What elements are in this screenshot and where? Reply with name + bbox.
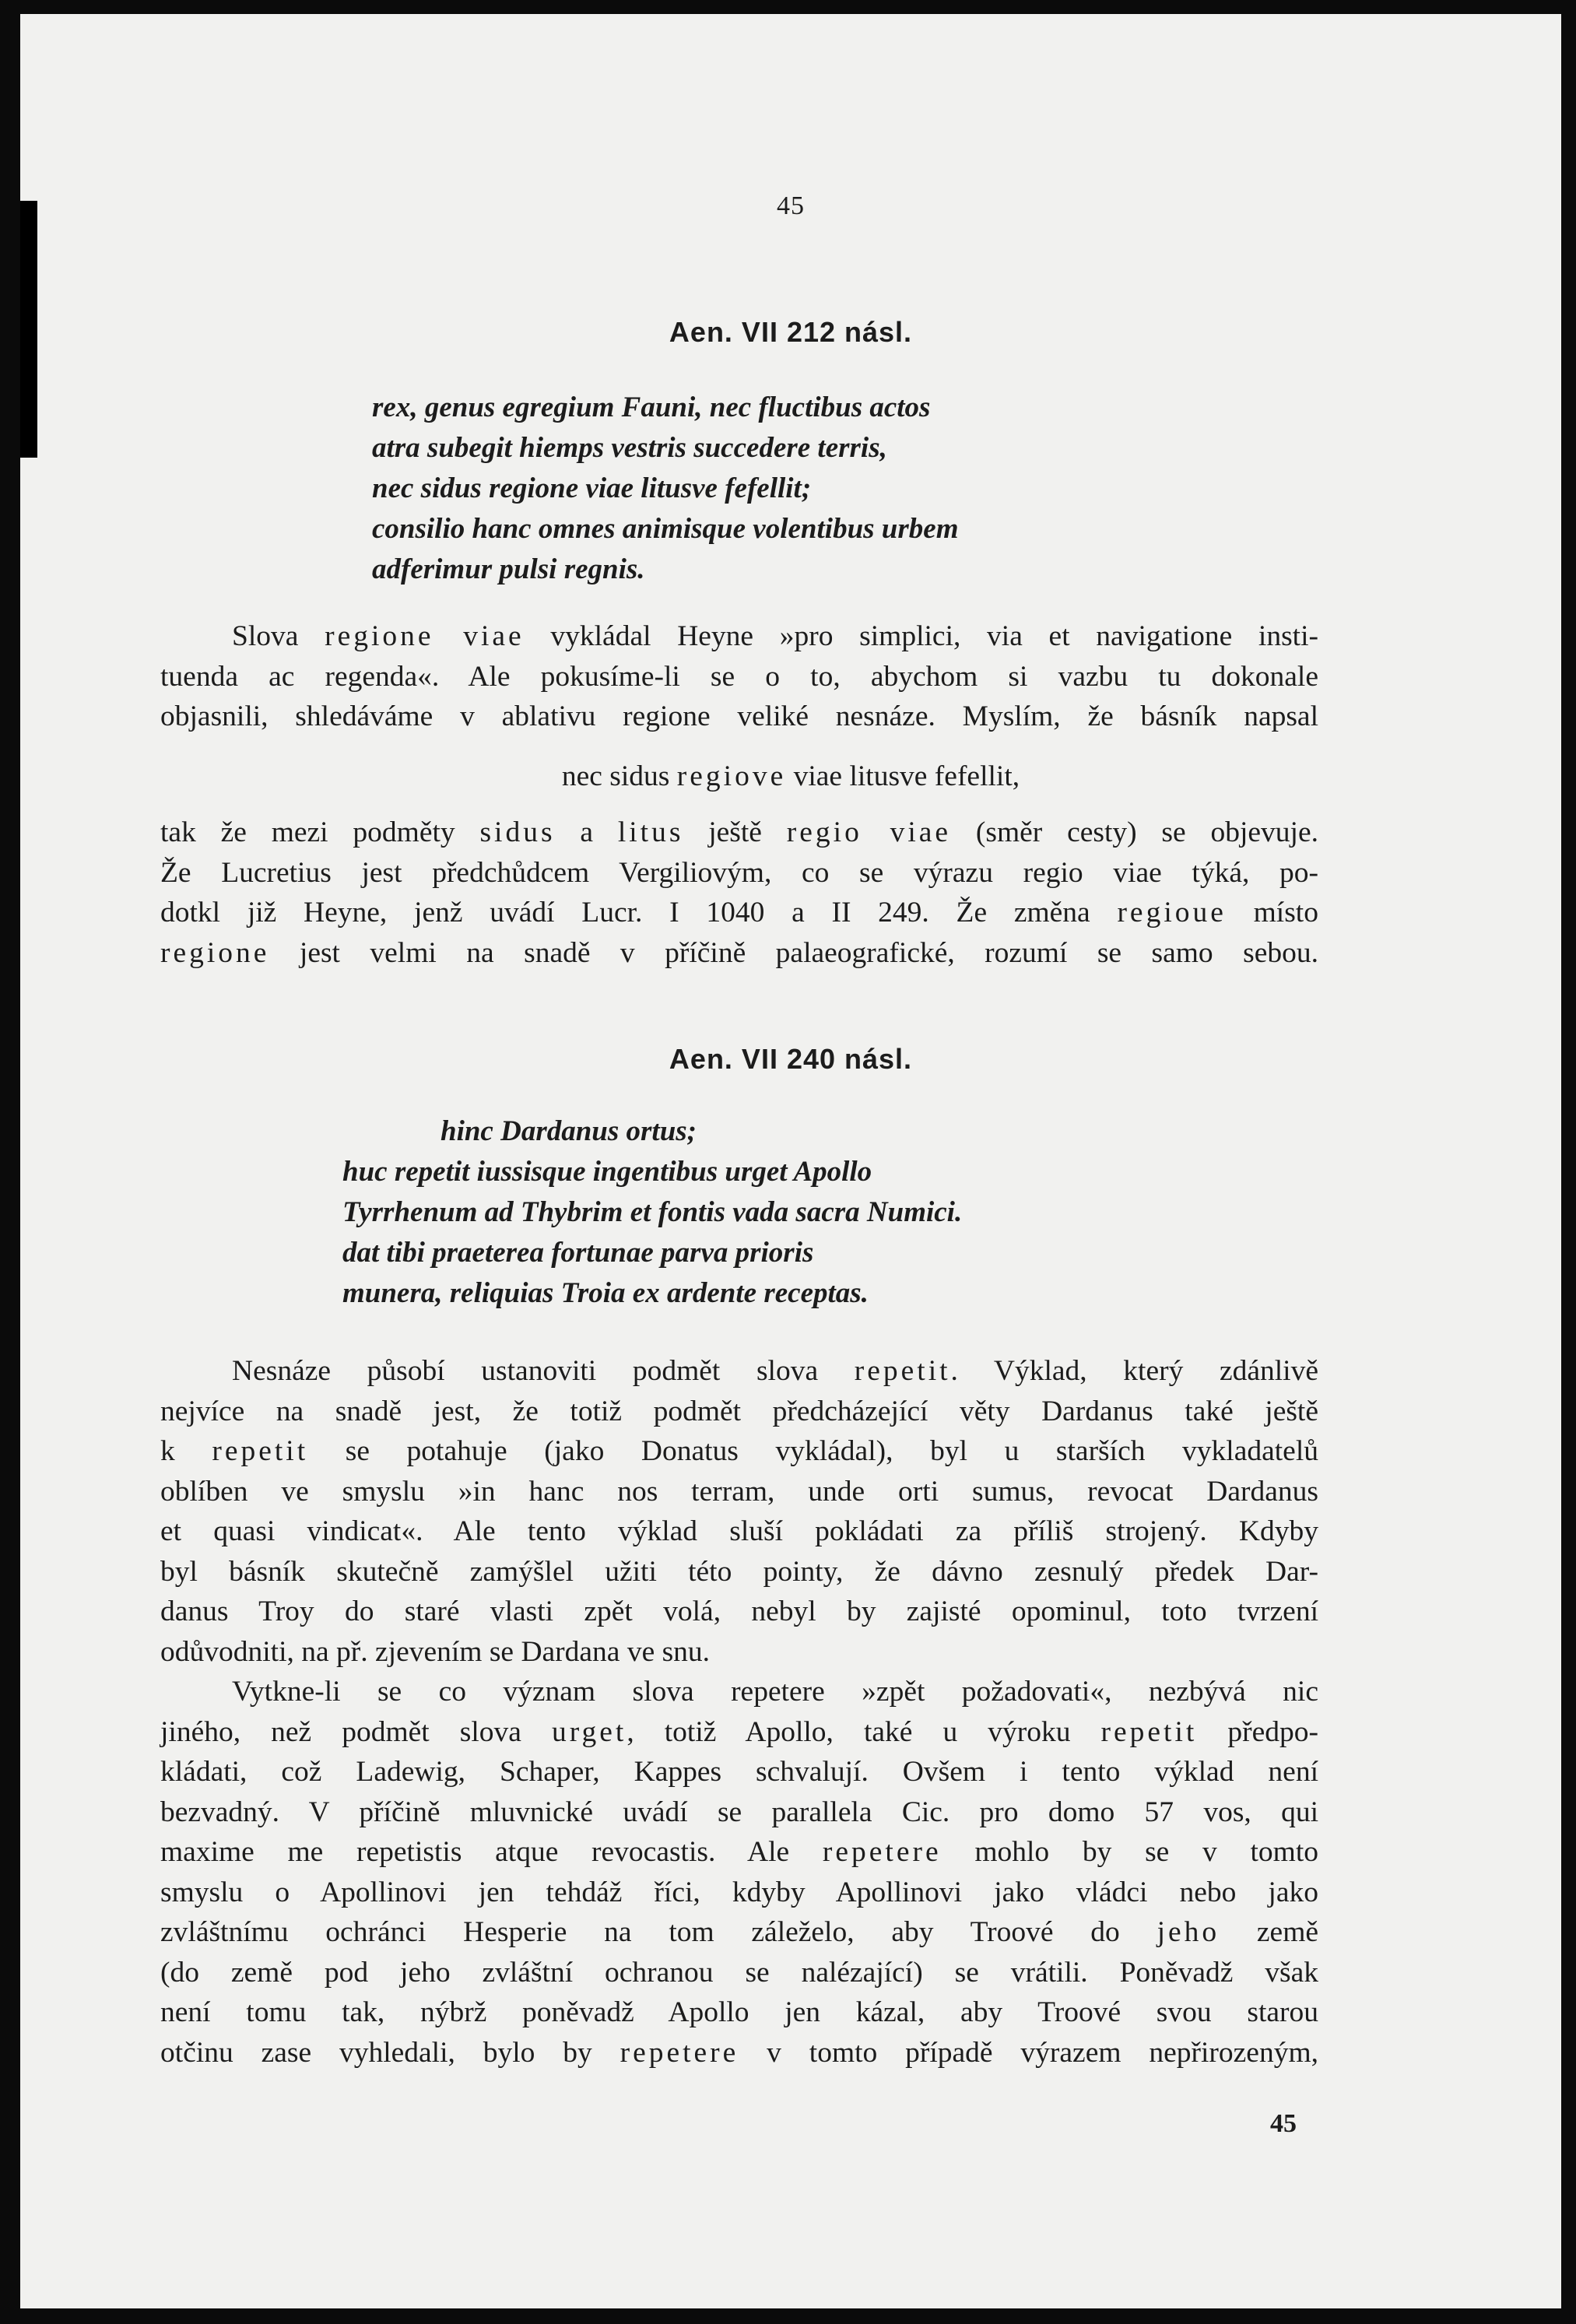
scanned-page <box>20 14 1561 2308</box>
verse-line: nec sidus regione viae litusve fefellit; <box>372 472 812 504</box>
verse-block-1 <box>372 388 958 590</box>
verse-line: consilio hanc omnes animisque volentibus urbem <box>372 513 959 545</box>
paragraph <box>160 616 1318 737</box>
text-line: jiného, než podmět slova urget, totiž Apollo, také u výroku repetit předpo- <box>160 1715 1318 1748</box>
emended-verse-line: nec sidus regiove viae litusve fefellit, <box>561 760 1020 792</box>
verse-line: dat tibi praeterea fortunae parva prioris <box>342 1237 814 1269</box>
text-line: regione jest velmi na snadě v příčině palaeografické, rozumí se samo sebou. <box>160 936 1318 969</box>
section-heading-2: Aen. VII 240 násl. <box>669 1043 913 1075</box>
page-number-bottom: 45 <box>1270 2109 1297 2138</box>
paragraph <box>160 1672 1318 2073</box>
text-line: et quasi vindicat«. Ale tento výklad sluší pokládati za příliš strojený. Kdyby <box>160 1515 1318 1547</box>
verse-line: hinc Dardanus ortus; <box>441 1115 697 1147</box>
text-line: odůvodniti, na př. zjevením se Dardana ve snu. <box>160 1635 711 1668</box>
text-line: tuenda ac regenda«. Ale pokusíme-li se o to, abychom si vazbu tu dokonale <box>160 660 1318 693</box>
text-line: Vytkne-li se co význam slova repetere »zpět požadovati«, nezbývá nic <box>232 1676 1318 1708</box>
text-line: smyslu o Apollinovi jen tehdáž říci, kdyby Apollinovi jako vládci nebo jako <box>160 1876 1318 1908</box>
text-line: bezvadný. V příčině mluvnické uvádí se parallela Cic. pro domo 57 vos, qui <box>160 1796 1318 1828</box>
verse-line: huc repetit iussisque ingentibus urget Apollo <box>342 1156 872 1188</box>
text-line: Slova regione viae vykládal Heyne »pro simplici, via et navigatione insti- <box>232 620 1319 652</box>
text-line: Že Lucretius jest předchůdcem Vergiliovým, co se výrazu regio viae týká, po- <box>160 856 1318 889</box>
verse-block-2 <box>342 1111 962 1314</box>
text-line: dotkl již Heyne, jenž uvádí Lucr. I 1040 a II 249. Že změna regioue místo <box>160 897 1318 929</box>
text-line: tak že mezi podměty sidus a litus ještě regio viae (směr cesty) se objevuje. <box>160 816 1318 848</box>
verse-line: adferimur pulsi regnis. <box>372 553 645 585</box>
text-line: byl básník skutečně zamýšlel užiti této pointy, že dávno zesnulý předek Dar- <box>160 1555 1318 1588</box>
section-heading-1: Aen. VII 212 násl. <box>669 316 913 348</box>
page-number-top: 45 <box>777 191 805 220</box>
text-line: otčinu zase vyhledali, bylo by repetere v tomto případě výrazem nepřirozeným, <box>160 2036 1318 2069</box>
verse-line: rex, genus egregium Fauni, nec fluctibus actos <box>372 391 931 423</box>
text-line: maxime me repetistis atque revocastis. Ale repetere mohlo by se v tomto <box>160 1836 1318 1868</box>
text-line: danus Troy do staré vlasti zpět volá, nebyl by zajisté opominul, toto tvrzení <box>160 1596 1318 1627</box>
text-line: objasnili, shledáváme v ablativu regione veliké nesnáze. Myslím, že básník napsal <box>160 700 1318 732</box>
verse-line: atra subegit hiemps vestris succedere terris, <box>372 432 887 464</box>
paragraph <box>160 813 1318 973</box>
verse-line: munera, reliquias Troia ex ardente receptas. <box>342 1277 869 1309</box>
text-line: nejvíce na snadě jest, že totiž podmět předcházející věty Dardanus také ještě <box>160 1395 1318 1427</box>
text-line: oblíben ve smyslu »in hanc nos terram, unde orti sumus, revocat Dardanus <box>160 1475 1318 1508</box>
text-line: k repetit se potahuje (jako Donatus vykládal), byl u starších vykladatelů <box>160 1435 1318 1467</box>
text-line: Nesnáze působí ustanoviti podmět slova repetit. Výklad, který zdánlivě <box>232 1355 1318 1387</box>
text-line: (do země pod jeho zvláštní ochranou se nalézající) se vrátili. Poněvadž však <box>160 1956 1318 1989</box>
text-line: není tomu tak, nýbrž poněvadž Apollo jen kázal, aby Troové svou starou <box>160 1996 1318 2028</box>
paragraph <box>160 1351 1318 1672</box>
verse-line: Tyrrhenum ad Thybrim et fontis vada sacra Numici. <box>342 1196 963 1228</box>
text-line: kládati, což Ladewig, Schaper, Kappes schvalují. Ovšem i tento výklad není <box>160 1756 1318 1788</box>
text-line: zvláštnímu ochránci Hesperie na tom záleželo, aby Troové do jeho země <box>160 1916 1319 1948</box>
